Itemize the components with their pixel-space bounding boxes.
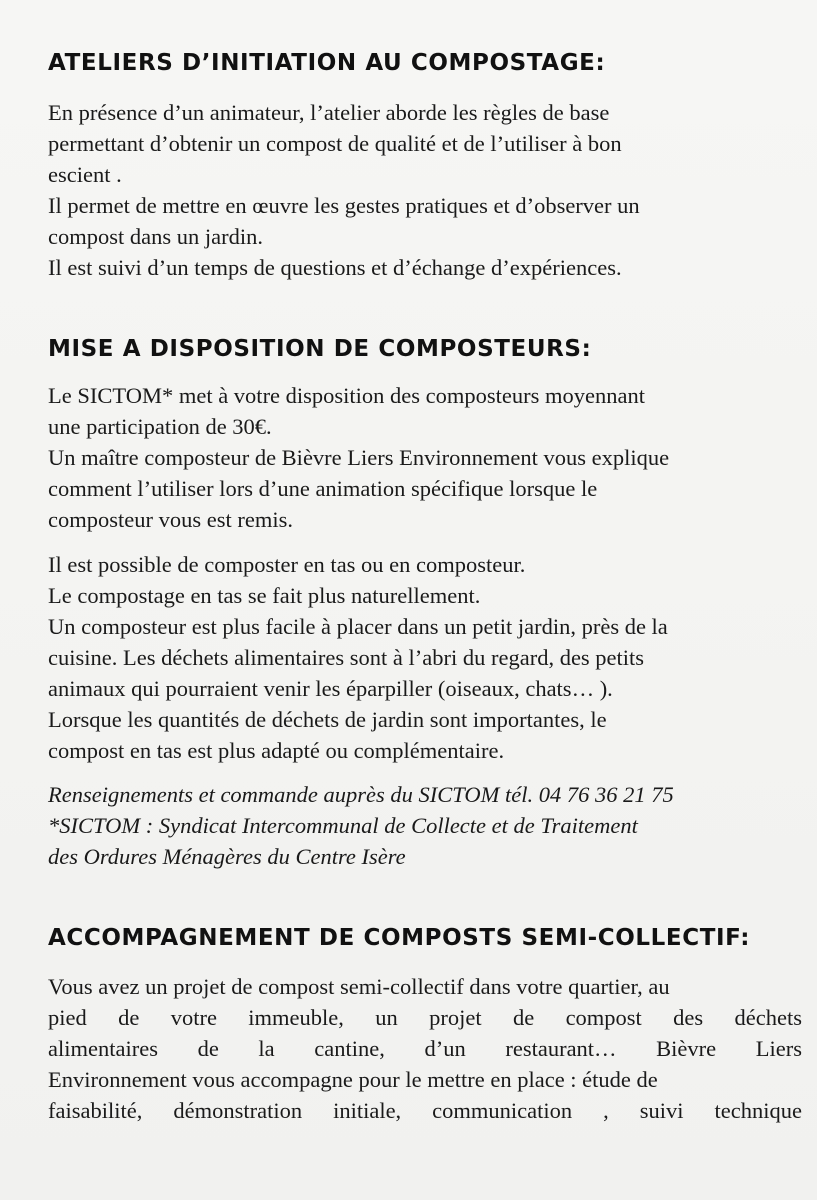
contact-line: Renseignements et commande auprès du SICTOM tél. 04 76 36 21 75: [48, 782, 674, 807]
text-line: Lorsque les quantités de déchets de jardin sont importantes, le: [48, 707, 607, 732]
text-line: Un composteur est plus facile à placer dans un petit jardin, près de la: [48, 614, 668, 639]
text-line: Environnement vous accompagne pour le mettre en place : étude de: [48, 1067, 658, 1092]
text-line: compost dans un jardin.: [48, 224, 263, 249]
section-heading-composteurs: MISE A DISPOSITION DE COMPOSTEURS:: [48, 336, 592, 362]
section-heading-semi-collectif: ACCOMPAGNEMENT DE COMPOSTS SEMI-COLLECTIF:: [48, 925, 750, 951]
section-body-composteurs-para1: [48, 380, 808, 535]
text-line: une participation de 30€.: [48, 414, 272, 439]
section-body-ateliers: [48, 97, 808, 283]
text-line: Il est possible de composter en tas ou en composteur.: [48, 552, 526, 577]
text-line: cuisine. Les déchets alimentaires sont à l’abri du regard, des petits: [48, 645, 645, 670]
footnote-line: *SICTOM : Syndicat Intercommunal de Collecte et de Traitement: [48, 813, 638, 838]
text-line: Il permet de mettre en œuvre les gestes pratiques et d’observer un: [48, 193, 640, 218]
text-line: permettant d’obtenir un compost de qualité et de l’utiliser à bon: [48, 131, 622, 156]
text-line: Il est suivi d’un temps de questions et d’échange d’expériences.: [48, 255, 622, 280]
text-line: Le compostage en tas se fait plus naturellement.: [48, 583, 481, 608]
section-note-sictom: [48, 779, 808, 872]
text-line: escient .: [48, 162, 122, 187]
footnote-line: des Ordures Ménagères du Centre Isère: [48, 844, 406, 869]
text-line: Vous avez un projet de compost semi-collectif dans votre quartier, au: [48, 974, 670, 999]
section-heading-ateliers: ATELIERS D’INITIATION AU COMPOSTAGE:: [48, 50, 606, 76]
text-line: Un maître composteur de Bièvre Liers Environnement vous explique: [48, 445, 670, 470]
section-body-semi-collectif: [48, 971, 808, 1126]
text-line: Le SICTOM* met à votre disposition des composteurs moyennant: [48, 383, 646, 408]
text-line: pied de votre immeuble, un projet de compost des déchets: [48, 1005, 802, 1030]
text-line: alimentaires de la cantine, d’un restaurant… Bièvre Liers: [48, 1036, 802, 1061]
text-line: compost en tas est plus adapté ou complémentaire.: [48, 738, 505, 763]
text-line: animaux qui pourraient venir les éparpiller (oiseaux, chats… ).: [48, 676, 613, 701]
text-line: En présence d’un animateur, l’atelier aborde les règles de base: [48, 100, 610, 125]
text-line: faisabilité, démonstration initiale, communication , suivi technique: [48, 1098, 802, 1123]
section-body-composteurs-para2: [48, 549, 808, 766]
text-line: comment l’utiliser lors d’une animation spécifique lorsque le: [48, 476, 598, 501]
text-line: composteur vous est remis.: [48, 507, 293, 532]
